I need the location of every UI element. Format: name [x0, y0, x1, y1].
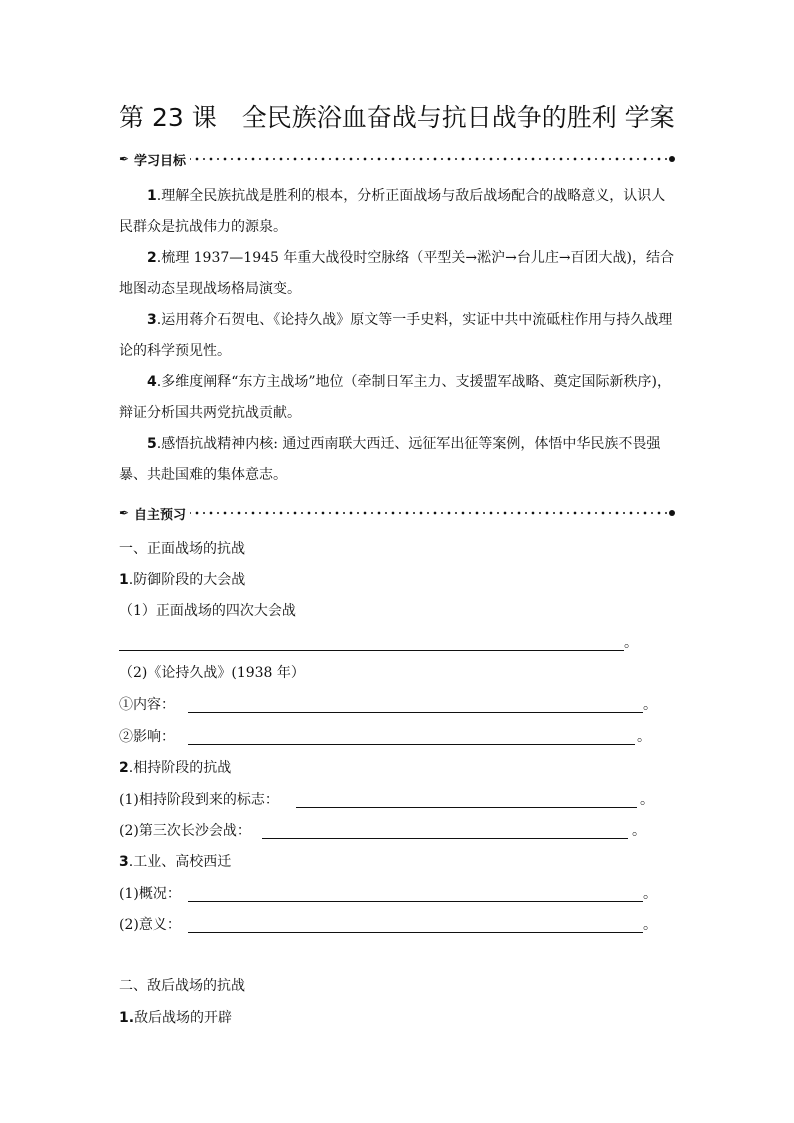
heading-number: 1	[119, 572, 129, 588]
period-mark: 。	[637, 729, 651, 745]
heading-text: 工业、高校西迁	[133, 854, 232, 870]
section-bar-preview	[119, 503, 675, 523]
heading-number: 3	[119, 854, 129, 870]
answer-blank-battles[interactable]	[119, 650, 624, 651]
goal-text: 梳理 1937—1945 年重大战役时空脉络（平型关→淞沪→台儿庄→百团大战)，结合地图动态呈现战场格局演变。	[119, 250, 675, 297]
goal-number: 1	[147, 188, 157, 204]
goal-item-2: 2.梳理 1937—1945 年重大战役时空脉络（平型关→淞沪→台儿庄→百团大战)，结合地图动态呈现战场格局演变。	[119, 250, 675, 297]
answer-blank-meaning[interactable]	[188, 932, 643, 933]
p1-sub-2: （2)《论持久战》(1938 年）	[119, 665, 305, 681]
goal-item-3: 3.运用蒋介石贺电、《论持久战》原文等一手史料，实证中共中流砥柱作用与持久战理论的科学预见性。	[119, 312, 673, 359]
period-mark: 。	[643, 886, 657, 902]
heading-number: 1.	[119, 1010, 135, 1026]
p1-heading-1: 1.防御阶段的大会战	[119, 572, 246, 588]
goal-item-5: 5.感悟抗战精神内核: 通过西南联大西迁、远征军出征等案例，体悟中华民族不畏强暴、共赴国难的集体意志。	[119, 436, 661, 483]
effect-label: ②影响：	[119, 729, 175, 745]
goal-item-1: 1.理解全民族抗战是胜利的根本，分析正面战场与敌后战场配合的战略意义，认识人民群众是抗战伟力的源泉。	[119, 188, 666, 235]
part2-title: 二、敌后战场的抗战	[119, 978, 245, 994]
p1-sub-1: （1）正面战场的四次大会战	[119, 603, 296, 619]
period-mark: 。	[624, 635, 638, 651]
p1-heading-3: 3.工业、高校西迁	[119, 854, 232, 870]
overview-label: (1)概况：	[119, 886, 181, 902]
pen-icon: ✒	[119, 506, 130, 520]
period-mark: 。	[632, 823, 646, 839]
pen-icon: ✒	[119, 152, 130, 166]
answer-blank-changsha[interactable]	[262, 838, 628, 839]
goal-text: 多维度阐释“东方主战场”地位（牵制日军主力、支援盟军战略、奠定国际新秩序)，辩证分析国共两党抗战贡献。	[119, 374, 671, 421]
goal-number: 3	[147, 312, 157, 328]
dotted-divider	[190, 155, 667, 163]
section-label-preview: 自主预习	[134, 507, 187, 523]
content-label: ①内容：	[119, 697, 175, 713]
goal-number: 2	[147, 250, 157, 266]
goal-text: 理解全民族抗战是胜利的根本，分析正面战场与敌后战场配合的战略意义，认识人民群众是抗战伟力的源泉。	[119, 188, 666, 235]
p2-heading-1	[119, 1007, 232, 1029]
heading-text: 防御阶段的大会战	[133, 572, 246, 588]
period-mark: 。	[643, 917, 657, 933]
section-bar-goals	[119, 149, 675, 169]
answer-blank-stalemate[interactable]	[296, 807, 637, 808]
p1-heading-2: 2.相持阶段的抗战	[119, 760, 232, 776]
goal-item-4: 4.多维度阐释“东方主战场”地位（牵制日军主力、支援盟军战略、奠定国际新秩序)，辩证分析国共两党抗战贡献。	[119, 374, 671, 421]
goal-number: 4	[147, 374, 157, 390]
divider-end-dot	[669, 156, 675, 162]
period-mark: 。	[643, 697, 657, 713]
heading-text: 相持阶段的抗战	[133, 760, 232, 776]
meaning-label: (2)意义：	[119, 917, 181, 933]
changsha-label: (2)第三次长沙会战：	[119, 823, 251, 839]
answer-blank-overview[interactable]	[188, 901, 643, 902]
stalemate-label: (1)相持阶段到来的标志：	[119, 792, 279, 808]
part1-title: 一、正面战场的抗战	[119, 541, 245, 557]
answer-blank-content[interactable]	[188, 712, 643, 713]
goal-text: 运用蒋介石贺电、《论持久战》原文等一手史料，实证中共中流砥柱作用与持久战理论的科学预见性。	[119, 312, 673, 359]
goal-number: 5	[147, 436, 157, 452]
divider-end-dot	[669, 510, 675, 516]
heading-text: 敌后战场的开辟	[134, 1010, 233, 1026]
section-label-goals: 学习目标	[134, 153, 187, 169]
goal-text: 感悟抗战精神内核: 通过西南联大西迁、远征军出征等案例，体悟中华民族不畏强暴、共赴国难的集体意志。	[119, 436, 661, 483]
page-title: 第 23 课 全民族浴血奋战与抗日战争的胜利 学案	[119, 103, 675, 132]
heading-number: 2	[119, 760, 129, 776]
period-mark: 。	[640, 792, 654, 808]
dotted-divider	[190, 509, 667, 517]
answer-blank-effect[interactable]	[188, 744, 635, 745]
